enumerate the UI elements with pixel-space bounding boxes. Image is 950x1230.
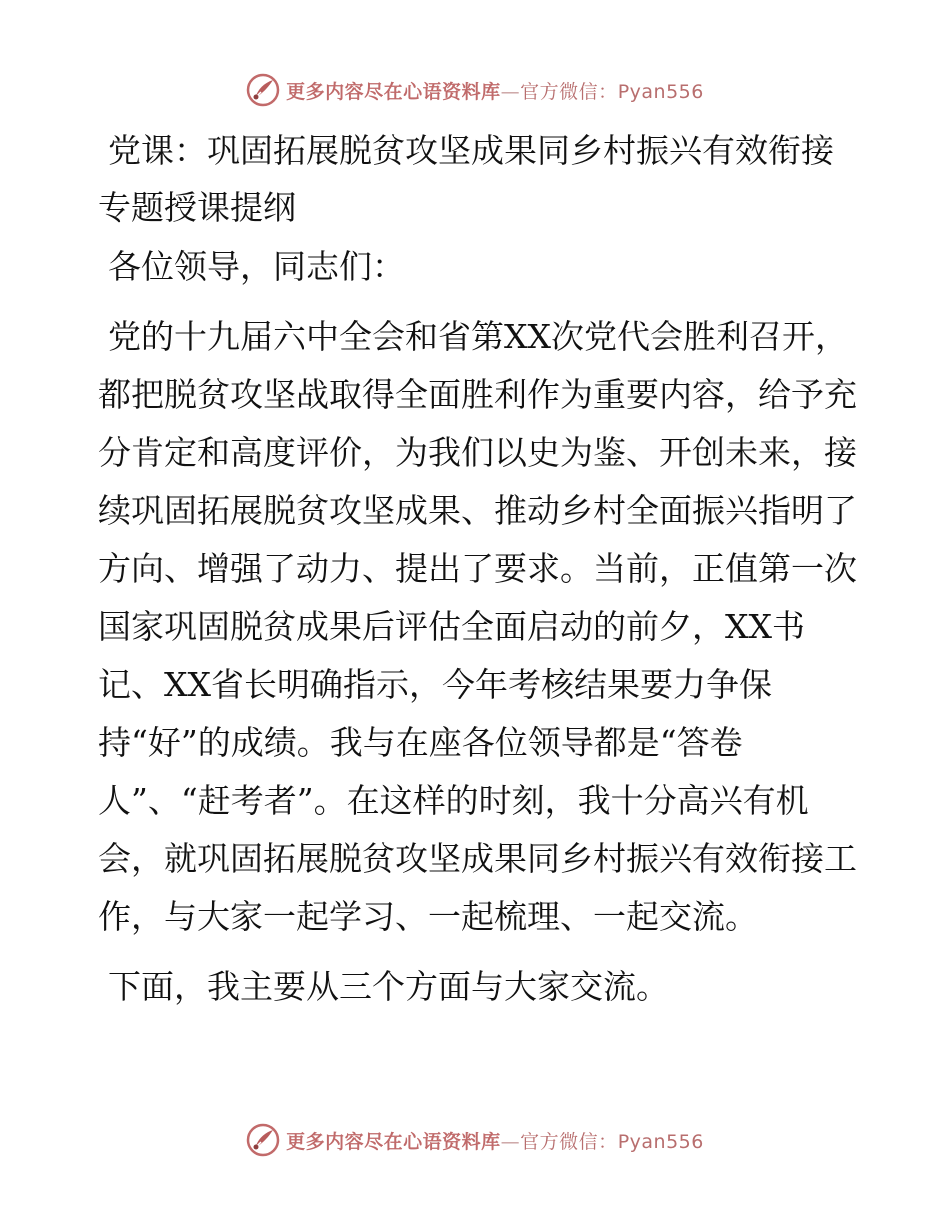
paragraph-opening: 党的十九届六中全会和省第XX次党代会胜利召开，都把脱贫攻坚战取得全面胜利作为重要内容，给予充分肯定和高度评价，为我们以史为鉴、开创未来，接续巩固拓展脱贫攻坚成果、推动乡村全面振兴指明了方向、增强了动力、提出了要求。当前，正值第一次国家巩固脱贫成果后评估全面启动的前夕，XX书记、XX省长明确指示，今年考核结果要力争保持“好”的成绩。我与在座各位领导都是“答卷人”、“赶考者”。在这样的时刻，我十分高兴有机会，就巩固拓展脱贫攻坚成果同乡村振兴有效衔接工作，与大家一起学习、一起梳理、一起交流。 <box>98 317 857 936</box>
watermark-text: 更多内容尽在心语资料库—官方微信：Pyan556 <box>286 80 704 103</box>
paragraph-outline-intro: 下面，我主要从三个方面与大家交流。 <box>108 967 669 1006</box>
header-watermark <box>0 70 950 110</box>
document-body <box>98 122 858 1016</box>
quill-logo-icon <box>246 1123 280 1157</box>
salutation: 各位领导，同志们： <box>108 247 405 286</box>
watermark-text: 更多内容尽在心语资料库—官方微信：Pyan556 <box>286 1130 704 1153</box>
document-title: 党课：巩固拓展脱贫攻坚成果同乡村振兴有效衔接专题授课提纲 <box>98 131 834 227</box>
footer-watermark <box>0 1120 950 1160</box>
quill-logo-icon <box>246 73 280 107</box>
